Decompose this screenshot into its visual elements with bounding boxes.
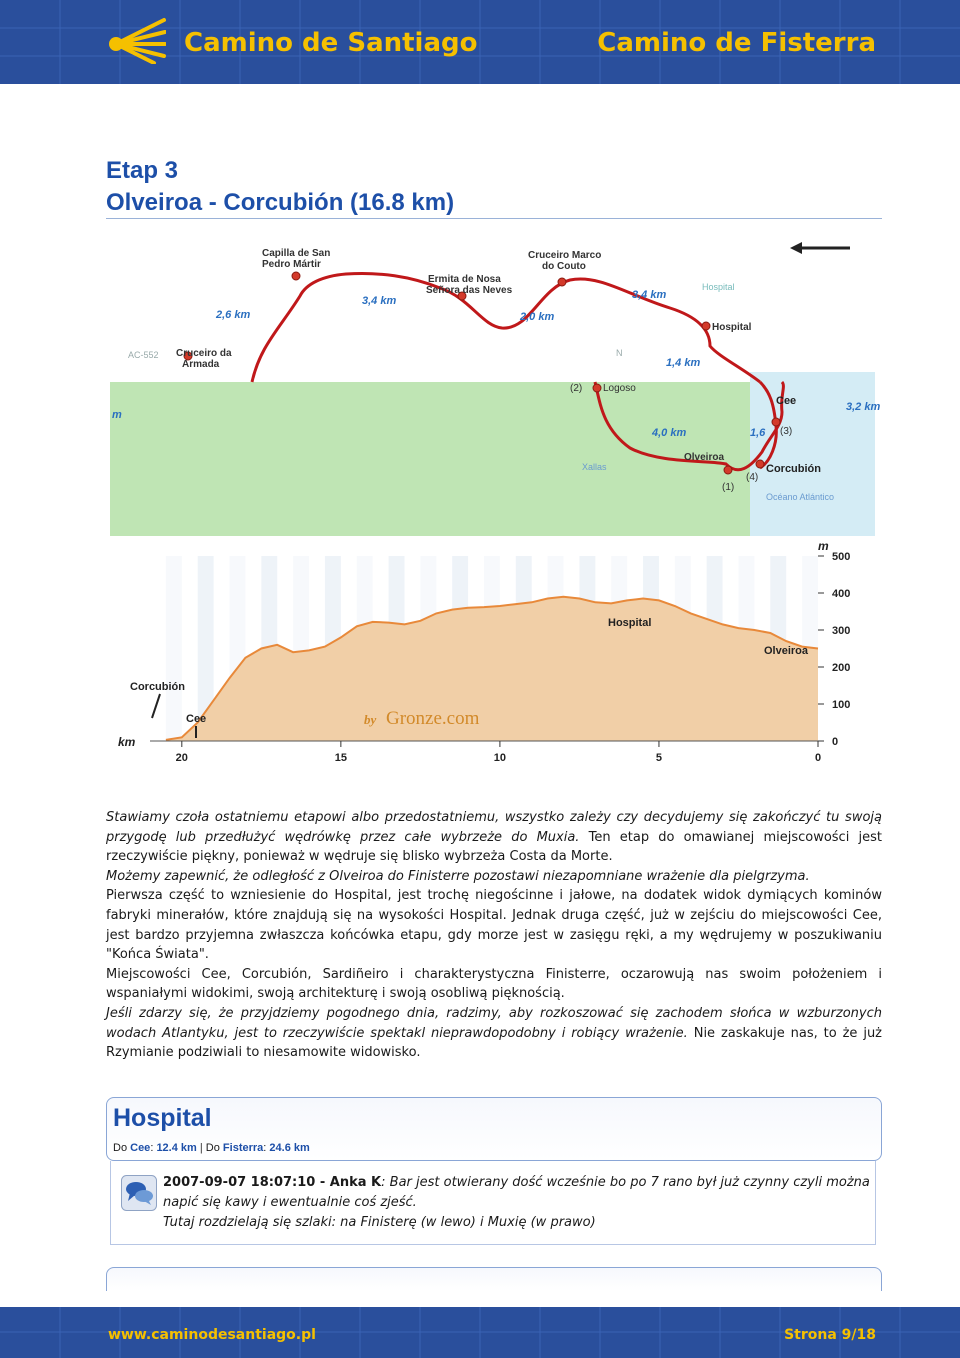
route-map [110, 236, 880, 536]
waypoint-cruceiro-marco [558, 278, 566, 286]
profile-label-olveiroa: Olveiroa [764, 645, 809, 657]
para-sunset: Jeśli zdarzy się, że przyjdziemy pogodnego dnia, radzimy, aby rozkoszować się zachodem słońca w wzburzonych wodach Atlantyku, jest to rzeczywiście spektakl nieprawdopodobny i robiący wrażenie. [106, 1005, 882, 1041]
label-cruceiro-armada-2: Armada [182, 359, 220, 370]
header-title-santiago[interactable]: Camino de Santiago [184, 28, 478, 58]
label-hospital-red: Hospital [712, 322, 752, 333]
label-oceano: Océano Atlántico [766, 492, 835, 502]
scallop-shell-icon [108, 14, 166, 64]
profile-unit-m: m [818, 539, 829, 553]
dist-cee-value: 12.4 km [156, 1142, 197, 1154]
label-logoso-num: (2) [570, 383, 583, 394]
waypoint-logoso [593, 384, 601, 392]
page-header [0, 0, 960, 84]
label-corcubion-num: (4) [746, 472, 759, 483]
label-dist-32: 3,2 km [846, 401, 880, 413]
footer-site-link[interactable]: www.caminodesantiago.pl [108, 1327, 316, 1343]
y-tick-label: 500 [832, 551, 851, 563]
label-xallas: Xallas [582, 462, 607, 472]
label-cruceiro-marco-2: do Couto [542, 261, 586, 272]
stage-number: Etap 3 [106, 157, 179, 184]
label-corcubion: Corcubión [766, 463, 821, 475]
grid-stripe [166, 556, 182, 741]
waypoint-olveiroa [724, 466, 732, 474]
label-dist-40: 4,0 km [652, 427, 687, 439]
title-divider [106, 218, 882, 219]
label-olveiroa-num: (1) [722, 482, 735, 493]
label-cruceiro-marco-1: Cruceiro Marco [528, 250, 602, 261]
dist-fisterra-value: 24.6 km [269, 1142, 310, 1154]
x-tick-label: 10 [493, 752, 507, 764]
comment-meta: 2007-09-07 18:07:10 - Anka K [163, 1175, 382, 1190]
label-hospital-top: Hospital [702, 282, 735, 292]
profile-label-corcubion: Corcubión [130, 681, 185, 693]
stage-route: Olveiroa - Corcubión (16.8 km) [106, 189, 455, 216]
y-tick-label: 0 [832, 736, 839, 748]
hospital-section [106, 1097, 882, 1161]
label-logoso: Logoso [603, 383, 636, 394]
comment-text-2: Tutaj rozdzielają się szlaki: na Finisterę (w lewo) i Muxię (w prawo) [163, 1215, 596, 1230]
para-intro: Stawiamy czoła ostatniemu etapowi albo przedostatniemu, wszystko zależy czy decydujemy się zakończyć tu swoją przygodę lub przedłużyć wędrówkę przez całe wybrzeże do Muxia. [106, 810, 882, 845]
speech-bubbles-icon [121, 1175, 157, 1211]
label-cruceiro-armada-1: Cruceiro da [176, 348, 232, 359]
route-map-and-profile [110, 236, 880, 766]
elevation-profile [118, 539, 850, 764]
dist-fisterra-label[interactable]: Fisterra [222, 1142, 264, 1154]
x-tick-label: 0 [814, 752, 822, 764]
profile-x-ticks [176, 741, 821, 764]
waypoint-hospital [702, 322, 710, 330]
next-section-box [106, 1267, 882, 1291]
para-second-part: Jednak druga część, już w zejściu do miejscowości Cee, jest bardzo przyjemna zwłaszcza końcówka etapu, gdy morze jest w zasięgu ręki, a my wędrujemy w poszukiwaniu "Końca Świata". [106, 907, 882, 963]
label-cee-num: (3) [780, 426, 793, 437]
para-towns: Miejscowości Cee, Corcubión, Sardiñeiro i charakterystyczna Finisterre, oczarowują nas swoim położeniem i wspaniałymi widokimi, swoją architekturę i swoją osobliwą pięknością. [106, 966, 882, 1002]
profile-label-cee: Cee [186, 713, 207, 725]
para-intro-cont: Ten etap do omawianej miejscowości jest rzeczywiście piękny, ponieważ w wędruje się blisko wybrzeża Costa da Morte. [106, 829, 882, 865]
y-tick-label: 400 [832, 588, 851, 600]
label-olveiroa: Olveiroa [684, 452, 725, 463]
profile-y-ticks [818, 551, 850, 748]
label-dist-26: 2,6 km [216, 309, 251, 321]
label-dist-34b: 3,4 km [632, 289, 667, 301]
label-dist-16: 1,6 [750, 427, 766, 439]
para-distance: Możemy zapewnić, że odległość z Olveiroa do Finisterre pozostawi niezapomniane wrażenie dla pielgrzyma. [106, 868, 810, 884]
label-capilla-2: Pedro Mártir [262, 259, 321, 270]
svg-text:Gronze.com: Gronze.com [386, 708, 480, 729]
comment-body [163, 1173, 875, 1233]
label-cee: Cee [776, 395, 797, 407]
waypoint-corcubion [756, 460, 764, 468]
para-romans: Nie zaskakuje nas, to że już Rzymianie podziwiali to niesamowite widowisko. [106, 1025, 883, 1061]
page-footer [0, 1307, 960, 1358]
label-ermita-1: Ermita de Nosa [428, 274, 501, 285]
profile-label-hospital: Hospital [608, 617, 652, 629]
user-comment [110, 1161, 876, 1245]
footer-page-number: Strona 9/18 [784, 1327, 876, 1343]
x-tick-label: 20 [175, 752, 188, 764]
waypoint-cee [772, 418, 780, 426]
dist-cee-label[interactable]: Cee [130, 1142, 151, 1154]
label-dist-20: 2,0 km [520, 311, 555, 323]
y-tick-label: 100 [832, 699, 851, 711]
para-first-part: Pierwsza część to wzniesienie do Hospital, jest trochę niegościnne i jałowe, na dodatek widok dymiących kominów fabryki minerałów, które znajdują się na wysokości Hospital. [106, 888, 882, 923]
label-dist-34a: 3,4 km [362, 295, 397, 307]
svg-text:by: by [364, 712, 377, 727]
waypoint-capilla [292, 272, 300, 280]
label-capilla-1: Capilla de San [262, 248, 331, 259]
header-title-fisterra[interactable]: Camino de Fisterra [597, 28, 876, 58]
hospital-distances: Do Cee: 12.4 km | Do Fisterra: 24.6 km [113, 1142, 310, 1154]
comment-text: : Bar jest otwierany dość wcześnie bo po 7 rano był już czynny czyli można napić się kawy i ewentualnie coś zjeść. [163, 1175, 870, 1210]
label-north: N [616, 348, 623, 358]
label-ac552: AC-552 [128, 350, 159, 360]
x-tick-label: 5 [655, 752, 663, 764]
y-tick-label: 300 [832, 625, 851, 637]
stage-description [106, 808, 882, 1063]
label-m-left: m [112, 409, 122, 421]
label-dist-14: 1,4 km [666, 357, 701, 369]
y-tick-label: 200 [832, 662, 851, 674]
label-ermita-2: Señora das Neves [426, 285, 513, 296]
hospital-title: Hospital [113, 1104, 212, 1132]
x-tick-label: 15 [334, 752, 347, 764]
profile-unit-km: km [118, 735, 136, 749]
stage-title [106, 155, 454, 219]
